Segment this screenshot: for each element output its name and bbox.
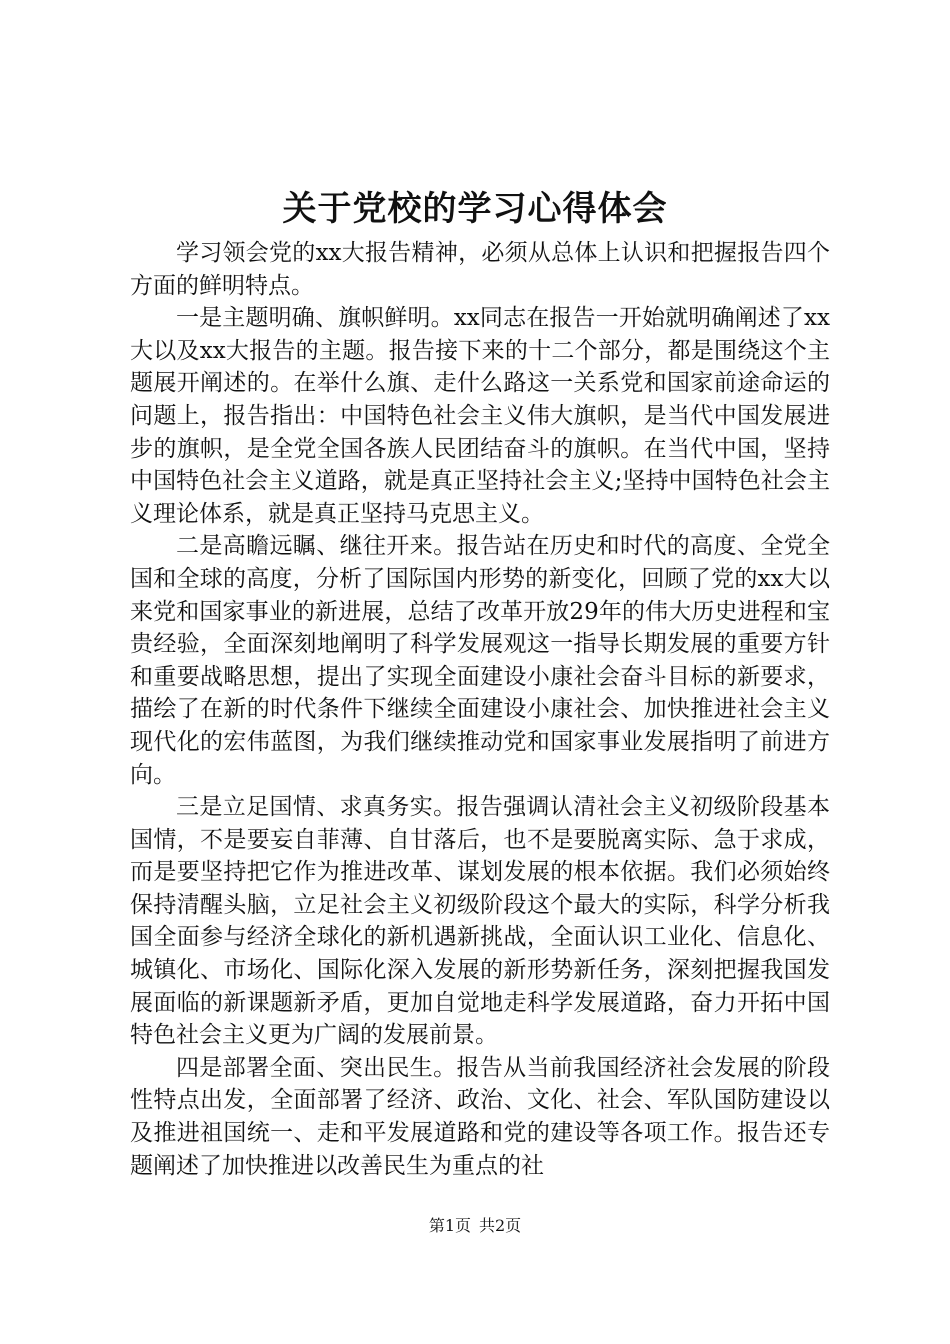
page-number-current: 第1页 xyxy=(428,1216,471,1235)
paragraph-intro: 学习领会党的xx大报告精神，必须从总体上认识和把握报告四个方面的鲜明特点。 xyxy=(130,240,830,299)
paragraph-point-four: 四是部署全面、突出民生。报告从当前我国经济社会发展的阶段性特点出发，全面部署了经济、政治、文化、社会、军队国防建设以及推进祖国统一、走和平发展道路和党的建设等各项工作。报告还专题阐述了加快推进以改善民生为重点的社 xyxy=(130,1054,830,1179)
paragraph-point-three: 三是立足国情、求真务实。报告强调认清社会主义初级阶段基本国情，不是要妄自菲薄、自甘落后，也不是要脱离实际、急于求成，而是要坚持把它作为推进改革、谋划发展的根本依据。我们必须始终保持清醒头脑，立足社会主义初级阶段这个最大的实际，科学分析我国全面参与经济全球化的新机遇新挑战，全面认识工业化、信息化、城镇化、市场化、国际化深入发展的新形势新任务，深刻把握我国发展面临的新课题新矛盾，更加自觉地走科学发展道路，奋力开拓中国特色社会主义更为广阔的发展前景。 xyxy=(130,794,830,1049)
page-number-total: 共2页 xyxy=(479,1216,522,1235)
page-footer xyxy=(0,1215,950,1237)
paragraph-point-two: 二是高瞻远瞩、继往开来。报告站在历史和时代的高度、全党全国和全球的高度，分析了国际国内形势的新变化，回顾了党的xx大以来党和国家事业的新进展，总结了改革开放29年的伟大历史进程和宝贵经验，全面深刻地阐明了科学发展观这一指导长期发展的重要方针和重要战略思想，提出了实现全面建设小康社会奋斗目标的新要求，描绘了在新的时代条件下继续全面建设小康社会、加快推进社会主义现代化的宏伟蓝图，为我们继续推动党和国家事业发展指明了前进方向。 xyxy=(130,533,830,788)
document-body xyxy=(130,237,830,1182)
paragraph-point-one: 一是主题明确、旗帜鲜明。xx同志在报告一开始就明确阐述了xx大以及xx大报告的主题。报告接下来的十二个部分，都是围绕这个主题展开阐述的。在举什么旗、走什么路这一关系党和国家前途命运的问题上，报告指出：中国特色社会主义伟大旗帜，是当代中国发展进步的旗帜，是全党全国各族人民团结奋斗的旗帜。在当代中国，坚持中国特色社会主义道路，就是真正坚持社会主义;坚持中国特色社会主义理论体系，就是真正坚持马克思主义。 xyxy=(130,305,830,527)
document-title: 关于党校的学习心得体会 xyxy=(282,189,668,229)
